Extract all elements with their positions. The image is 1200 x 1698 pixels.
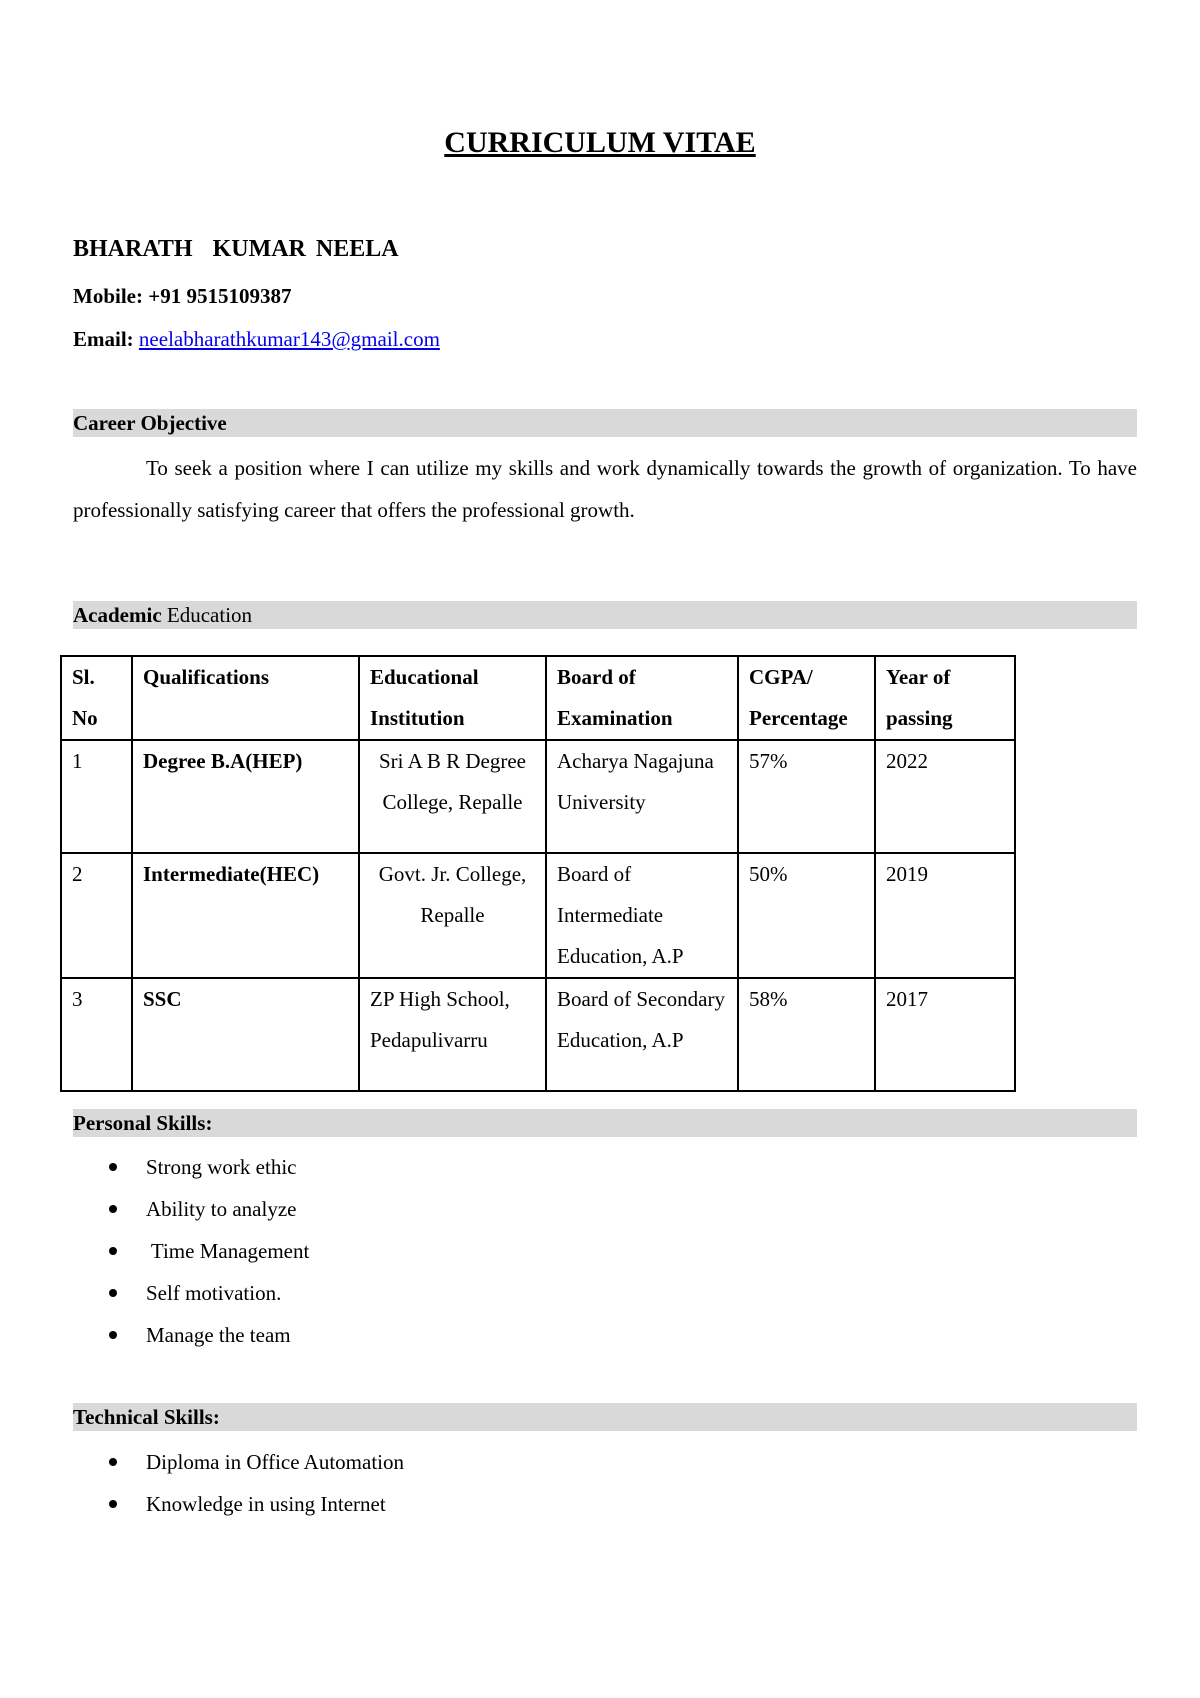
col-header-year: Year of passing	[875, 656, 1015, 740]
table-header-row	[61, 656, 1015, 740]
cell-board: Board of Intermediate Education, A.P	[546, 853, 738, 978]
bullet-icon	[109, 1500, 117, 1508]
cell-year: 2022	[875, 740, 1015, 853]
email-link[interactable]: neelabharathkumar143@gmail.com	[138, 327, 440, 351]
skill-text: Knowledge in using Internet	[146, 1492, 386, 1516]
col-header-board: Board of Examination	[546, 656, 738, 740]
cell-board: Board of Secondary Education, A.P	[546, 978, 738, 1091]
cell-sl: 2	[61, 853, 132, 978]
bullet-icon	[109, 1289, 117, 1297]
academic-education-heading	[73, 601, 1137, 629]
skill-text: Manage the team	[146, 1323, 291, 1347]
list-item	[73, 1441, 404, 1483]
col-header-institution: Educational Institution	[359, 656, 546, 740]
list-item	[73, 1314, 309, 1356]
skill-text: Self motivation.	[146, 1281, 282, 1305]
bullet-icon	[109, 1205, 117, 1213]
personal-skills-list	[73, 1146, 309, 1356]
skill-text: Strong work ethic	[146, 1155, 297, 1179]
cell-sl: 3	[61, 978, 132, 1091]
bullet-icon	[109, 1458, 117, 1466]
list-item	[73, 1146, 309, 1188]
academic-heading-bold: Academic	[73, 603, 162, 627]
bullet-icon	[109, 1163, 117, 1171]
career-objective-title: Career Objective	[73, 411, 227, 435]
list-item	[73, 1483, 404, 1525]
cell-sl: 1	[61, 740, 132, 853]
career-objective-heading	[73, 409, 1137, 437]
cell-year: 2019	[875, 853, 1015, 978]
mobile-value: +91 9515109387	[148, 284, 292, 308]
cell-board: Acharya Nagajuna University	[546, 740, 738, 853]
table-row	[61, 853, 1015, 978]
personal-skills-title: Personal Skills:	[73, 1111, 213, 1135]
email-line	[73, 327, 440, 352]
technical-skills-title: Technical Skills:	[73, 1405, 220, 1429]
col-header-sl-no: Sl. No	[61, 656, 132, 740]
cell-institution: Govt. Jr. College, Repalle	[359, 853, 546, 978]
cell-institution: ZP High School, Pedapulivarru	[359, 978, 546, 1091]
academic-heading-rest: Education	[161, 603, 253, 627]
cell-qualification: Degree B.A(HEP)	[132, 740, 359, 853]
candidate-name: BHARATH KUMAR NEELA	[73, 236, 399, 262]
document-title: CURRICULUM VITAE	[444, 126, 756, 159]
cell-institution: Sri A B R Degree College, Repalle	[359, 740, 546, 853]
education-table	[60, 655, 1016, 1092]
technical-skills-list	[73, 1441, 404, 1525]
cell-qualification: Intermediate(HEC)	[132, 853, 359, 978]
email-label: Email:	[73, 327, 134, 351]
col-header-qualifications: Qualifications	[132, 656, 359, 740]
col-header-percentage: CGPA/ Percentage	[738, 656, 875, 740]
bullet-icon	[109, 1247, 117, 1255]
mobile-line	[73, 284, 291, 309]
personal-skills-heading	[73, 1109, 1137, 1137]
skill-text: Diploma in Office Automation	[146, 1450, 404, 1474]
list-item	[73, 1230, 309, 1272]
cell-percentage: 50%	[738, 853, 875, 978]
cell-percentage: 57%	[738, 740, 875, 853]
skill-text: Ability to analyze	[146, 1197, 297, 1221]
mobile-label: Mobile:	[73, 284, 143, 308]
cell-year: 2017	[875, 978, 1015, 1091]
list-item	[73, 1272, 309, 1314]
cell-qualification: SSC	[132, 978, 359, 1091]
career-objective-text: To seek a position where I can utilize my skills and work dynamically towards the growth of organization. To have professionally satisfying career that offers the professional growth.	[73, 456, 1137, 522]
skill-text: Time Management	[146, 1239, 310, 1263]
table-row	[61, 978, 1015, 1091]
cell-percentage: 58%	[738, 978, 875, 1091]
table-row	[61, 740, 1015, 853]
bullet-icon	[109, 1331, 117, 1339]
list-item	[73, 1188, 309, 1230]
technical-skills-heading	[73, 1403, 1137, 1431]
